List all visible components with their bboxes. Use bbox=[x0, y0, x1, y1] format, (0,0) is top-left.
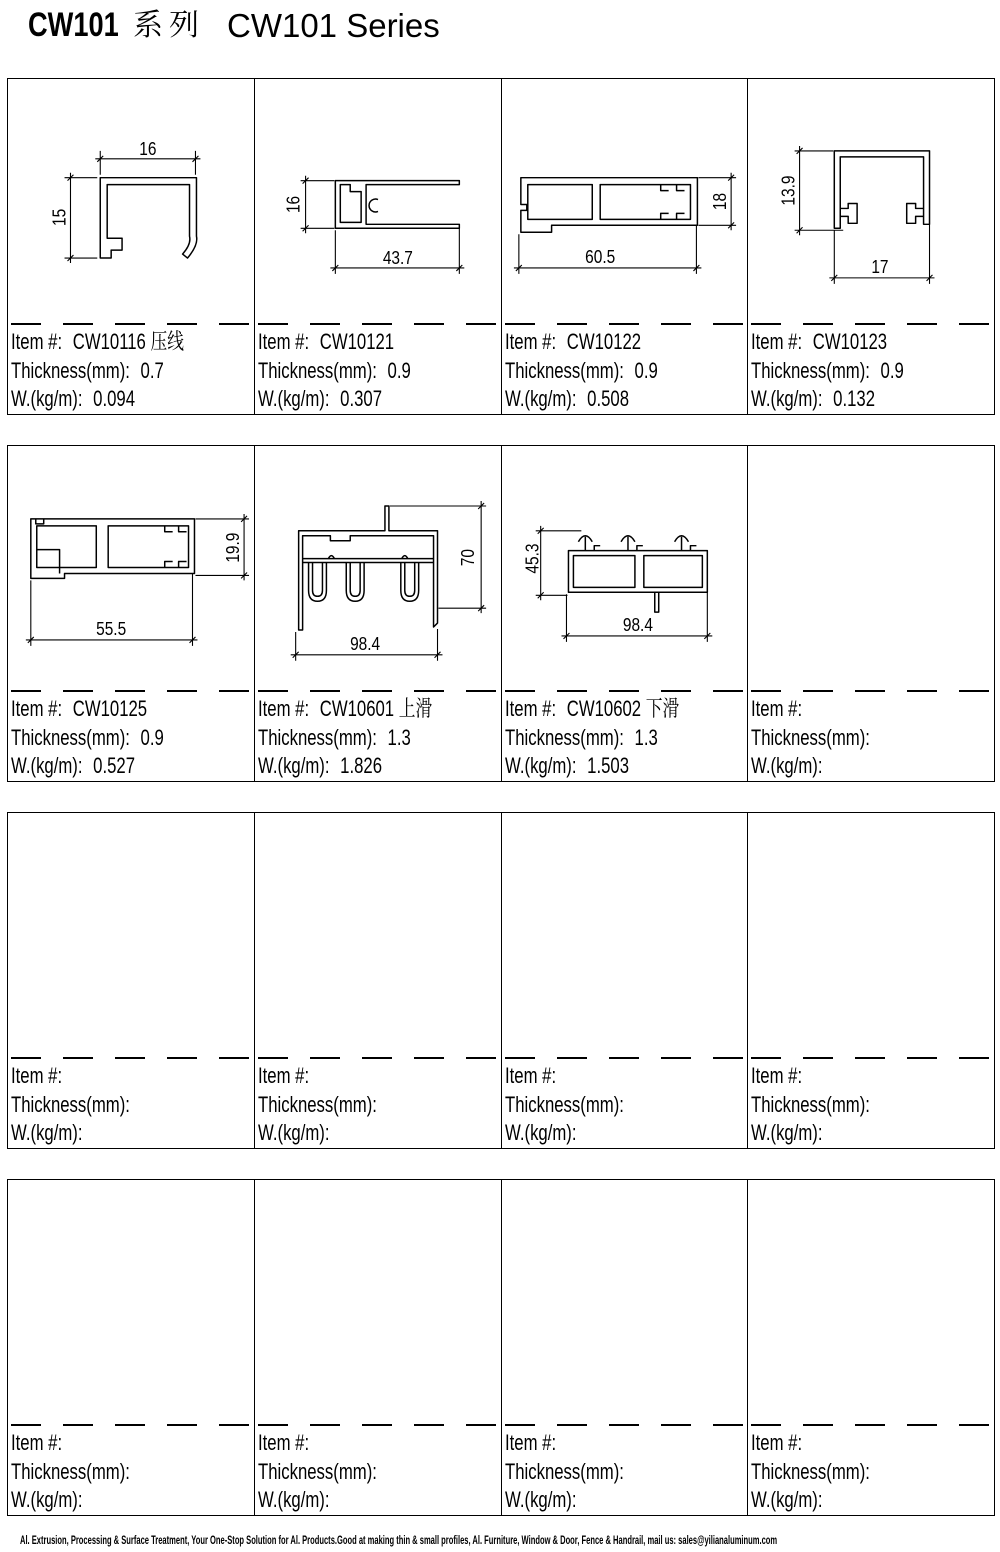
profile-info bbox=[751, 1062, 994, 1148]
weight-label: W.(kg/m): bbox=[504, 753, 577, 778]
dimension-height-line bbox=[300, 176, 334, 234]
thickness-label: Thickness(mm): bbox=[504, 1458, 624, 1484]
item-number-line bbox=[11, 1429, 239, 1458]
item-number-label: Item #: bbox=[257, 1430, 309, 1455]
thickness-line bbox=[258, 724, 486, 753]
weight-label: W.(kg/m): bbox=[11, 386, 83, 411]
thickness-line bbox=[258, 1458, 486, 1487]
profile-info bbox=[505, 1062, 748, 1148]
weight-line bbox=[11, 752, 239, 781]
dimension-height-line bbox=[795, 146, 844, 235]
profile-drawing-cw10123 bbox=[748, 79, 993, 323]
weight-value: 0.527 bbox=[93, 753, 136, 778]
thickness-line bbox=[751, 357, 979, 386]
footer-text: Al. Extrusion, Processing & Surface Treatment, Your One-Stop Solution for Al. Products.Good at making thin & small profiles, Al. Furniture, Window & Door, Fence & Handrail, mail us: sales@yilianaluminum.com bbox=[20, 1533, 778, 1547]
profile-inner-wall bbox=[527, 185, 690, 220]
thickness-line bbox=[751, 1091, 979, 1120]
profile-cell-cw10125 bbox=[8, 446, 254, 781]
profile-cell-empty-5 bbox=[747, 813, 994, 1148]
dashed-separator bbox=[505, 323, 748, 325]
profile-cell-empty-1 bbox=[747, 446, 994, 781]
profile-cell-empty-9 bbox=[747, 1180, 994, 1515]
thickness-label: Thickness(mm): bbox=[751, 1091, 871, 1117]
profile-inner-wall bbox=[36, 519, 189, 574]
weight-label: W.(kg/m): bbox=[11, 1120, 83, 1145]
item-number-value: CW10121 bbox=[319, 329, 394, 354]
weight-line bbox=[751, 1119, 979, 1148]
dashed-separator bbox=[751, 690, 994, 692]
thickness-label: Thickness(mm): bbox=[11, 724, 130, 750]
dashed-separator bbox=[751, 323, 994, 325]
thickness-label: Thickness(mm): bbox=[257, 357, 377, 383]
profile-info bbox=[11, 695, 254, 781]
weight-label: W.(kg/m): bbox=[257, 386, 330, 411]
thickness-line bbox=[258, 1091, 486, 1120]
dimension-width-label: 43.7 bbox=[382, 246, 413, 269]
thickness-value: 0.7 bbox=[140, 357, 164, 383]
weight-line bbox=[751, 385, 979, 414]
thickness-label: Thickness(mm): bbox=[257, 1458, 377, 1484]
profile-cell-cw10121 bbox=[254, 79, 501, 414]
item-number-label: Item #: bbox=[11, 1430, 63, 1455]
weight-value: 0.508 bbox=[586, 386, 629, 411]
dashed-separator bbox=[11, 323, 254, 325]
weight-value: 1.826 bbox=[339, 753, 382, 778]
item-number-label: Item #: bbox=[257, 329, 309, 354]
profile-cell-empty-8 bbox=[501, 1180, 748, 1515]
profile-drawing-cw10125 bbox=[8, 446, 253, 690]
weight-label: W.(kg/m): bbox=[504, 386, 577, 411]
profile-anchors bbox=[578, 536, 696, 551]
dimension-width-label: 16 bbox=[139, 137, 157, 160]
thickness-line bbox=[11, 357, 239, 386]
weight-label: W.(kg/m): bbox=[11, 1487, 83, 1512]
item-number-value: CW10123 bbox=[813, 329, 888, 354]
item-number-label: Item #: bbox=[751, 1430, 803, 1455]
profile-info bbox=[11, 1429, 254, 1515]
thickness-value: 0.9 bbox=[634, 357, 658, 383]
item-number-line bbox=[505, 328, 733, 357]
series-code: CW101 bbox=[28, 6, 119, 44]
item-number-label: Item #: bbox=[257, 696, 309, 721]
thickness-label: Thickness(mm): bbox=[751, 724, 871, 750]
dimension-width-label: 17 bbox=[871, 255, 889, 278]
profile-cell-empty-3 bbox=[254, 813, 501, 1148]
item-number-line bbox=[11, 1062, 239, 1091]
profile-cell-cw10601 bbox=[254, 446, 501, 781]
profile-cell-empty-4 bbox=[501, 813, 748, 1148]
item-number-line bbox=[11, 695, 239, 724]
profile-info bbox=[258, 695, 501, 781]
profile-inner-wall bbox=[573, 556, 702, 613]
item-number-line bbox=[258, 1062, 486, 1091]
profile-row-1 bbox=[7, 78, 995, 415]
item-number-label: Item #: bbox=[11, 329, 63, 354]
dimension-width-label: 98.4 bbox=[622, 613, 653, 636]
thickness-line bbox=[505, 1091, 733, 1120]
profile-info bbox=[751, 1429, 994, 1515]
thickness-label: Thickness(mm): bbox=[504, 1091, 624, 1117]
weight-label: W.(kg/m): bbox=[257, 1120, 330, 1145]
weight-label: W.(kg/m): bbox=[11, 753, 83, 778]
item-number-label: Item #: bbox=[751, 1063, 803, 1088]
item-number-line bbox=[505, 1429, 733, 1458]
thickness-line bbox=[751, 1458, 979, 1487]
profile-drawing-cw10122 bbox=[502, 79, 747, 323]
profile-loops bbox=[308, 563, 418, 602]
weight-value: 1.503 bbox=[586, 753, 629, 778]
weight-label: W.(kg/m): bbox=[751, 386, 823, 411]
dimension-height-label: 19.9 bbox=[221, 532, 244, 563]
profile-cell-cw10602 bbox=[501, 446, 748, 781]
profile-inner-wall bbox=[340, 185, 378, 223]
thickness-value: 0.9 bbox=[140, 724, 164, 750]
profile-row-3 bbox=[7, 812, 995, 1149]
profile-info bbox=[258, 328, 501, 414]
profile-info bbox=[505, 695, 748, 781]
dimension-height-label: 70 bbox=[456, 548, 479, 567]
dashed-separator bbox=[258, 690, 501, 692]
profile-outline bbox=[100, 178, 197, 258]
item-number-label: Item #: bbox=[751, 696, 803, 721]
item-number-value: CW10116 压线 bbox=[72, 329, 184, 354]
weight-label: W.(kg/m): bbox=[257, 753, 330, 778]
dashed-separator bbox=[11, 1057, 254, 1059]
item-number-value: CW10125 bbox=[72, 696, 148, 721]
dashed-separator bbox=[11, 1424, 254, 1426]
item-number-line bbox=[258, 328, 486, 357]
profile-feet bbox=[840, 203, 923, 223]
profile-outline bbox=[31, 519, 195, 579]
profile-cell-cw10116 bbox=[8, 79, 254, 414]
thickness-line bbox=[258, 357, 486, 386]
dimension-height-label: 18 bbox=[708, 192, 731, 211]
item-number-line bbox=[751, 328, 979, 357]
weight-line bbox=[258, 1486, 486, 1515]
thickness-line bbox=[751, 724, 979, 753]
item-number-label: Item #: bbox=[257, 1063, 309, 1088]
thickness-label: Thickness(mm): bbox=[11, 1091, 130, 1117]
thickness-label: Thickness(mm): bbox=[504, 724, 624, 750]
item-number-line bbox=[751, 695, 979, 724]
weight-label: W.(kg/m): bbox=[751, 753, 823, 778]
dimension-height-label: 45.3 bbox=[520, 543, 543, 574]
item-number-line bbox=[505, 695, 733, 724]
profile-cell-empty-7 bbox=[254, 1180, 501, 1515]
weight-line bbox=[11, 385, 239, 414]
dimension-height-label: 16 bbox=[281, 195, 304, 214]
item-number-line bbox=[11, 328, 239, 357]
item-number-label: Item #: bbox=[504, 696, 556, 721]
weight-line bbox=[505, 1119, 733, 1148]
thickness-label: Thickness(mm): bbox=[751, 1458, 871, 1484]
weight-value: 0.094 bbox=[93, 386, 136, 411]
weight-line bbox=[258, 385, 486, 414]
item-number-label: Item #: bbox=[504, 329, 556, 354]
profile-info bbox=[11, 328, 254, 414]
item-number-label: Item #: bbox=[751, 329, 803, 354]
profile-row-2 bbox=[7, 445, 995, 782]
profile-info bbox=[258, 1429, 501, 1515]
thickness-value: 1.3 bbox=[387, 724, 411, 750]
weight-label: W.(kg/m): bbox=[751, 1487, 823, 1512]
profile-drawing-cw10602 bbox=[502, 446, 747, 690]
profile-drawing-cw10121 bbox=[255, 79, 500, 323]
dashed-separator bbox=[751, 1424, 994, 1426]
series-title: CW101 Series bbox=[227, 7, 440, 44]
thickness-label: Thickness(mm): bbox=[751, 357, 871, 383]
item-number-label: Item #: bbox=[11, 696, 63, 721]
profile-outline bbox=[568, 551, 707, 593]
thickness-label: Thickness(mm): bbox=[257, 1091, 377, 1117]
item-number-line bbox=[505, 1062, 733, 1091]
thickness-label: Thickness(mm): bbox=[11, 357, 130, 383]
thickness-line bbox=[11, 724, 239, 753]
thickness-line bbox=[505, 357, 733, 386]
dimension-height-label: 13.9 bbox=[777, 175, 800, 206]
profile-outline bbox=[520, 178, 697, 233]
item-number-line bbox=[751, 1062, 979, 1091]
profile-info bbox=[751, 695, 994, 781]
profile-drawing-cw10116 bbox=[8, 79, 253, 323]
thickness-value: 0.9 bbox=[387, 357, 411, 383]
weight-label: W.(kg/m): bbox=[504, 1487, 577, 1512]
weight-label: W.(kg/m): bbox=[257, 1487, 330, 1512]
weight-line bbox=[505, 385, 733, 414]
dashed-separator bbox=[258, 323, 501, 325]
thickness-value: 0.9 bbox=[880, 357, 905, 383]
profile-cell-cw10122 bbox=[501, 79, 748, 414]
thickness-value: 1.3 bbox=[634, 724, 658, 750]
profile-cell-cw10123 bbox=[747, 79, 994, 414]
thickness-label: Thickness(mm): bbox=[11, 1458, 130, 1484]
dashed-separator bbox=[505, 1424, 748, 1426]
profile-outline bbox=[298, 506, 437, 630]
profile-info bbox=[258, 1062, 501, 1148]
item-number-value: CW10122 bbox=[566, 329, 641, 354]
profile-outline bbox=[335, 181, 459, 229]
item-number-label: Item #: bbox=[504, 1063, 556, 1088]
profile-mid-wall bbox=[302, 556, 433, 563]
series-label-cn: 系列 bbox=[133, 8, 205, 43]
weight-label: W.(kg/m): bbox=[751, 1120, 823, 1145]
dashed-separator bbox=[505, 1057, 748, 1059]
weight-value: 0.132 bbox=[833, 386, 876, 411]
thickness-line bbox=[505, 724, 733, 753]
item-number-label: Item #: bbox=[504, 1430, 556, 1455]
profile-info bbox=[505, 1429, 748, 1515]
weight-line bbox=[258, 752, 486, 781]
profile-info bbox=[11, 1062, 254, 1148]
weight-label: W.(kg/m): bbox=[504, 1120, 577, 1145]
weight-value: 0.307 bbox=[339, 386, 382, 411]
profile-info bbox=[505, 328, 748, 414]
item-number-value: CW10601 上滑 bbox=[319, 696, 432, 721]
profile-row-4 bbox=[7, 1179, 995, 1516]
thickness-label: Thickness(mm): bbox=[504, 357, 624, 383]
weight-line bbox=[505, 1486, 733, 1515]
profile-cell-empty-6 bbox=[8, 1180, 254, 1515]
dimension-width-label: 55.5 bbox=[96, 617, 127, 640]
item-number-label: Item #: bbox=[11, 1063, 63, 1088]
dimension-width-label: 98.4 bbox=[349, 632, 380, 655]
dashed-separator bbox=[11, 690, 254, 692]
item-number-line bbox=[751, 1429, 979, 1458]
item-number-line bbox=[258, 1429, 486, 1458]
weight-line bbox=[258, 1119, 486, 1148]
profile-cell-empty-2 bbox=[8, 813, 254, 1148]
weight-line bbox=[11, 1119, 239, 1148]
dashed-separator bbox=[258, 1057, 501, 1059]
thickness-line bbox=[505, 1458, 733, 1487]
weight-line bbox=[11, 1486, 239, 1515]
weight-line bbox=[751, 752, 979, 781]
item-number-line bbox=[258, 695, 486, 724]
dashed-separator bbox=[258, 1424, 501, 1426]
profile-info bbox=[751, 328, 994, 414]
weight-line bbox=[505, 752, 733, 781]
dashed-separator bbox=[751, 1057, 994, 1059]
page-footer bbox=[20, 1530, 985, 1550]
thickness-line bbox=[11, 1458, 239, 1487]
thickness-label: Thickness(mm): bbox=[257, 724, 377, 750]
dashed-separator bbox=[505, 690, 748, 692]
weight-line bbox=[751, 1486, 979, 1515]
item-number-value: CW10602 下滑 bbox=[566, 696, 679, 721]
dimension-height-label: 15 bbox=[48, 208, 70, 226]
dimension-width-label: 60.5 bbox=[584, 245, 615, 268]
profile-drawing-cw10601 bbox=[255, 446, 500, 690]
thickness-line bbox=[11, 1091, 239, 1120]
